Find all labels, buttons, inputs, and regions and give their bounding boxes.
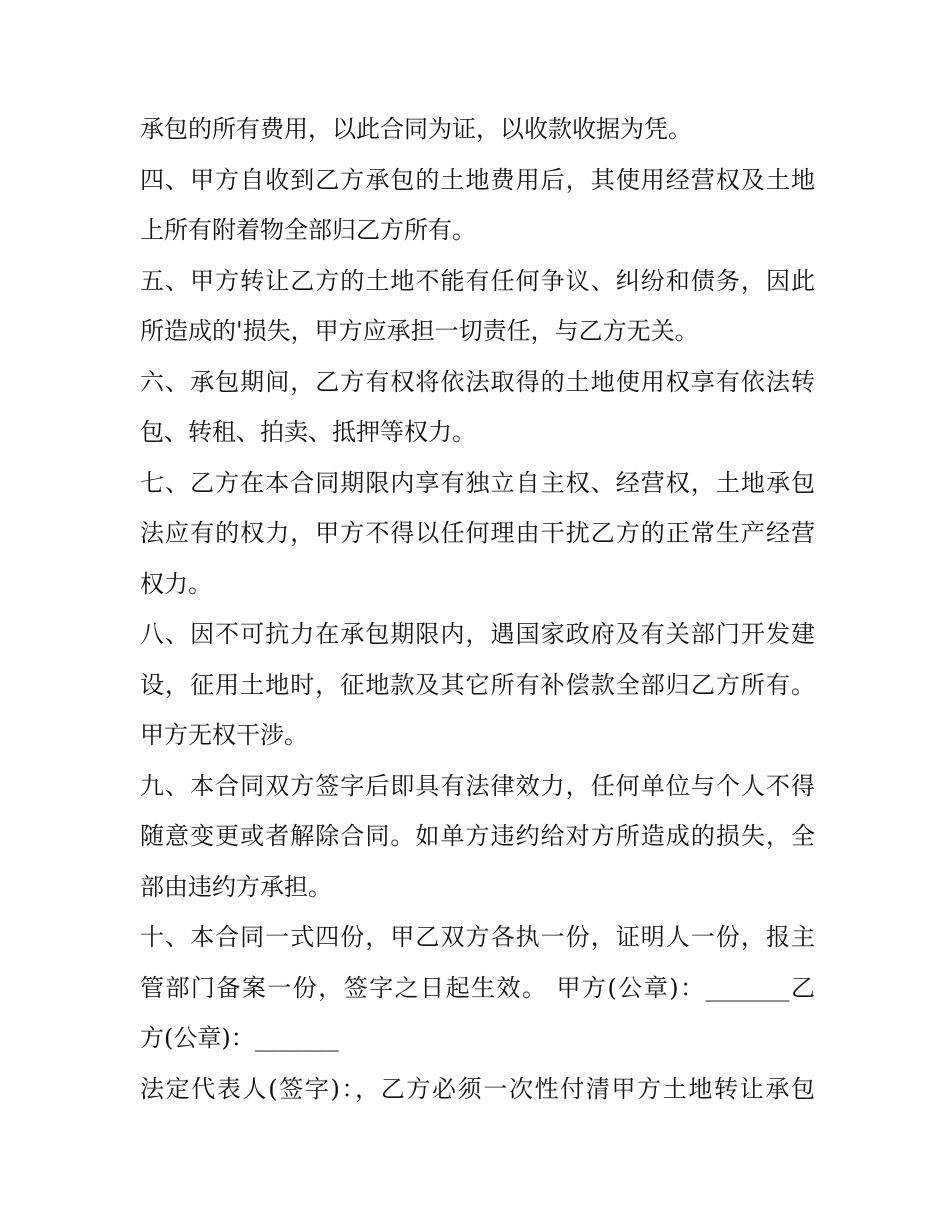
text-line: 包、转租、拍卖、抵押等权力。 xyxy=(140,418,476,446)
text-line: 方(公章)：_______ xyxy=(140,1024,339,1052)
text-line: 八、因不可抗力在承包期限内，遇国家政府及有关部门开发建 xyxy=(140,620,815,648)
text-line: 上所有附着物全部归乙方所有。 xyxy=(140,216,476,244)
text-line: 九、本合同双方签字后即具有法律效力，任何单位与个人不得 xyxy=(140,771,815,800)
text-line: 法应有的权力，甲方不得以任何理由干扰乙方的正常生产经营 xyxy=(140,519,815,547)
text-line: 十、本合同一式四份，甲乙双方各执一份，证明人一份，报主 xyxy=(140,923,815,951)
text-line: 六、承包期间，乙方有权将依法取得的土地使用权享有依法转 xyxy=(140,367,815,396)
text-line: 所造成的'损失，甲方应承担一切责任，与乙方无关。 xyxy=(140,317,699,345)
text-line: 法定代表人(签字)：，乙方必须一次性付清甲方土地转让承包 xyxy=(140,1074,815,1103)
text-line: 权力。 xyxy=(140,569,212,598)
text-line: 承包的所有费用，以此合同为证，以收款收据为凭。 xyxy=(140,115,692,143)
text-line: 甲方无权干涉。 xyxy=(140,721,308,749)
text-line: 随意变更或者解除合同。如单方违约给对方所造成的损失，全 xyxy=(140,822,815,850)
contract-text xyxy=(140,104,815,1114)
text-line: 七、乙方在本合同期限内享有独立自主权、经营权，土地承包 xyxy=(140,468,815,497)
text-line: 部由违约方承担。 xyxy=(140,872,332,901)
text-line: 五、甲方转让乙方的土地不能有任何争议、纠纷和债务，因此 xyxy=(140,266,815,295)
text-line: 设，征用土地时，征地款及其它所有补偿款全部归乙方所有。 xyxy=(140,670,815,699)
text-line: 四、甲方自收到乙方承包的土地费用后，其使用经营权及土地 xyxy=(140,165,815,194)
text-line: 管部门备案一份，签字之日起生效。 甲方(公章)：_______乙 xyxy=(140,973,815,1002)
